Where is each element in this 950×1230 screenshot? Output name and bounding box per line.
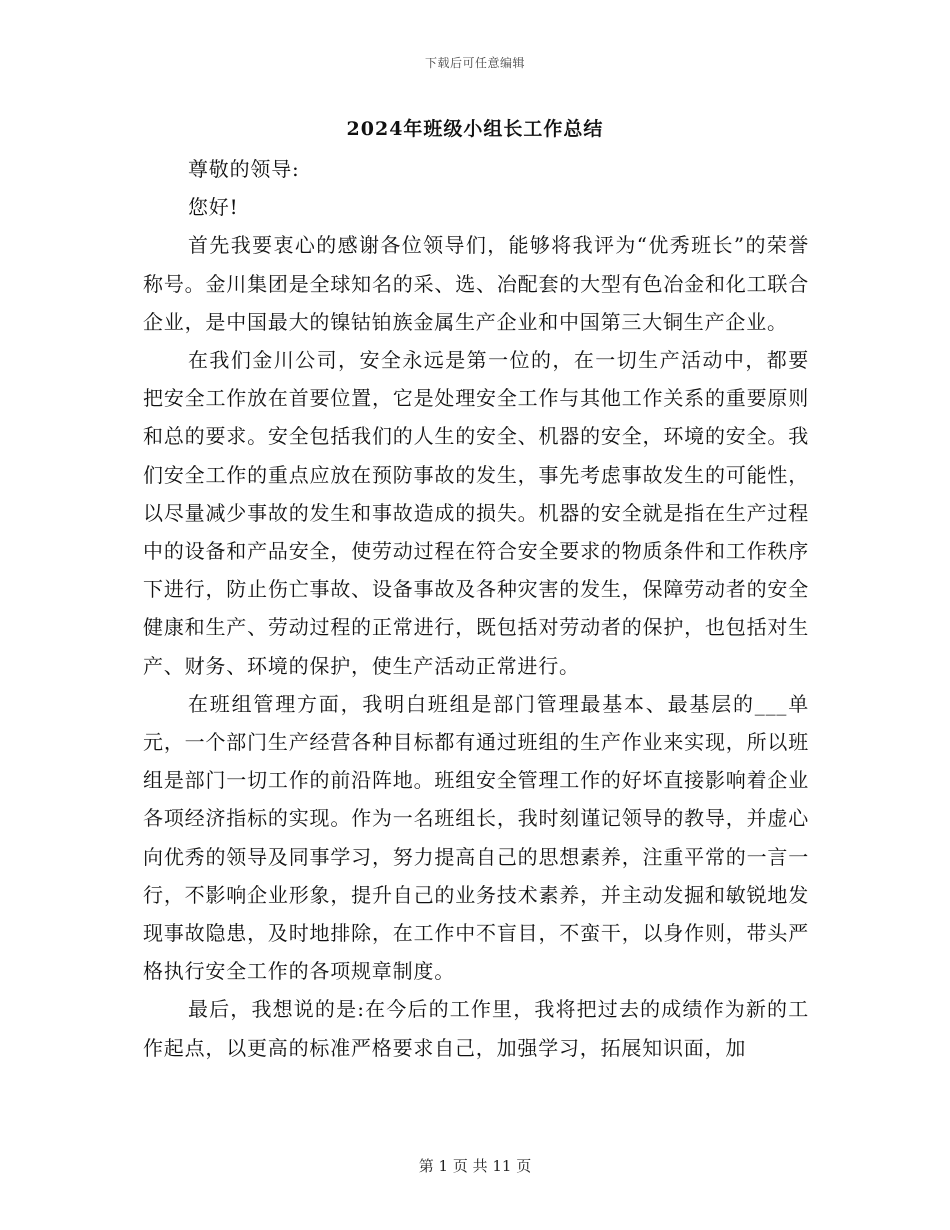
header-note: 下载后可任意编辑 — [424, 56, 525, 70]
document-body — [143, 150, 809, 1067]
salutation-paragraph: 尊敬的领导: — [188, 157, 300, 181]
document-title: 2024年班级小组长工作总结 — [346, 118, 604, 140]
safety-paragraph: 在我们金川公司，安全永远是第一位的，在一切生产活动中，都要把安全工作放在首要位置，它是处理安全工作与其他工作关系的重要原则和总的要求。安全包括我们的人生的安全、机器的安全，环境的安全。我们安全工作的重点应放在预防事故的发生，事先考虑事故发生的可能性，以尽量减少事故的发生和事故造成的损失。机器的安全就是指在生产过程中的设备和产品安全，使劳动过程在符合安全要求的物质条件和工作秩序下进行，防止伤亡事故、设备事故及各种灾害的发生，保障劳动者的安全健康和生产、劳动过程的正常进行，既包括对劳动者的保护，也包括对生产、财务、环境的保护，使生产活动正常进行。 — [143, 348, 809, 678]
closing-paragraph: 最后，我想说的是:在今后的工作里，我将把过去的成绩作为新的工作起点，以更高的标准严格要求自己，加强学习，拓展知识面，加 — [143, 997, 809, 1060]
team-management-paragraph: 在班组管理方面，我明白班组是部门管理最基本、最基层的___单元，一个部门生产经营各种目标都有通过班组的生产作业来实现，所以班组是部门一切工作的前沿阵地。班组安全管理工作的好坏直接影响着企业各项经济指标的实现。作为一名班组长，我时刻谨记领导的教导，并虚心向优秀的领导及同事学习，努力提高自己的思想素养，注重平常的一言一行，不影响企业形象，提升自己的业务技术素养，并主动发掘和敏锐地发现事故隐患，及时地排除，在工作中不盲目，不蛮干，以身作则，带头严格执行安全工作的各项规章制度。 — [143, 691, 809, 984]
thanks-paragraph: 首先我要衷心的感谢各位领导们，能够将我评为“优秀班长”的荣誉称号。金川集团是全球知名的采、选、冶配套的大型有色冶金和化工联合企业，是中国最大的镍钴铂族金属生产企业和中国第三大铜生产企业。 — [143, 233, 809, 334]
page-number-footer: 第 1 页 共 11 页 — [418, 1157, 532, 1175]
greeting-paragraph: 您好! — [188, 195, 239, 220]
